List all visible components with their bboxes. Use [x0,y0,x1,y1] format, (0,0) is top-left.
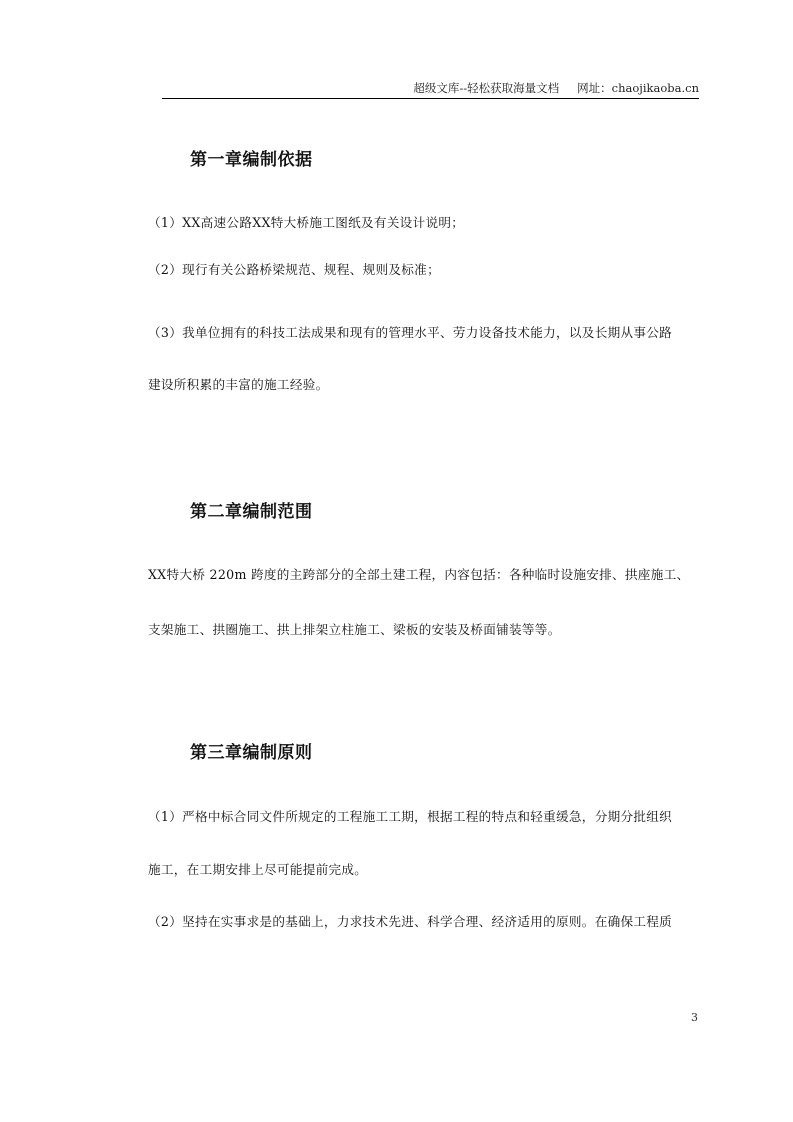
header-text [413,80,699,96]
heading-chapter-3: 第三章编制原则 [190,743,313,763]
heading-chapter-2: 第二章编制范围 [190,502,313,522]
header-site-name: 超级文库--轻松获取海量文档 [413,81,560,95]
page-header [162,78,699,99]
paragraph-line: 施工，在工期安排上尽可能提前完成。 [148,862,368,877]
paragraph-line: 支架施工、拱圈施工、拱上排架立柱施工、梁板的安装及桥面铺装等等。 [148,622,561,637]
heading-chapter-1: 第一章编制依据 [190,150,313,170]
paragraph-line: XX特大桥 220m 跨度的主跨部分的全部土建工程，内容包括：各种临时设施安排、拱座施工、 [148,567,690,582]
paragraph-line: 建设所积累的丰富的施工经验。 [148,377,329,392]
paragraph-line: （2）坚持在实事求是的基础上，力求技术先进、科学合理、经济适用的原则。在确保工程质 [148,914,673,929]
paragraph-line: （1）严格中标合同文件所规定的工程施工工期，根据工程的特点和轻重缓急，分期分批组织 [148,809,673,824]
paragraph-line: （3）我单位拥有的科技工法成果和现有的管理水平、劳力设备技术能力，以及长期从事公路 [148,325,673,340]
header-url: 网址：chaojikaoba.cn [577,81,699,95]
paragraph-line: （2）现行有关公路桥梁规范、规程、规则及标准； [148,262,440,277]
paragraph-line: （1）XX高速公路XX特大桥施工图纸及有关设计说明； [148,215,465,230]
page-number: 3 [691,1011,698,1024]
